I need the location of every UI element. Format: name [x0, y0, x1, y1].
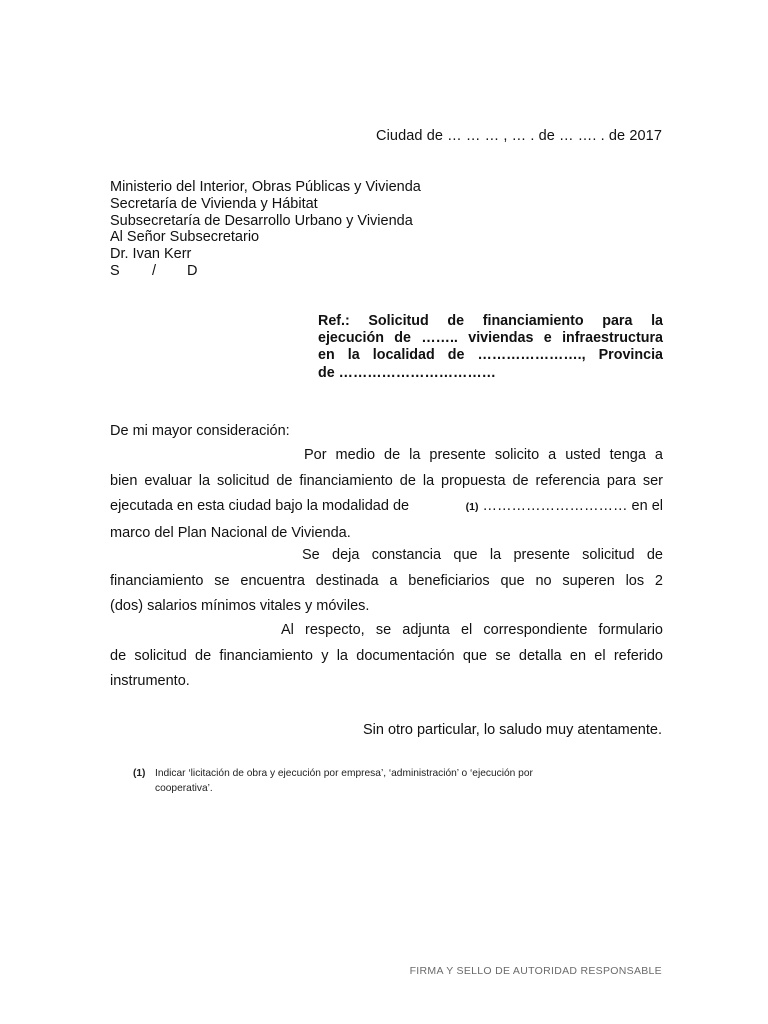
p1-line-4: marco del Plan Nacional de Vivienda. [110, 525, 351, 542]
p2-line-1: Se deja constancia que la presente solicitud de [302, 547, 663, 563]
paragraph-2 [110, 543, 663, 620]
p3-line-2: de solicitud de financiamiento y la documentación que se detalla en el referido [110, 647, 663, 664]
p3-line-3: instrumento. [110, 673, 190, 690]
closing-line: Sin otro particular, lo saludo muy atentamente. [362, 722, 662, 738]
p1-line-3 [110, 494, 663, 521]
p2-line-3: (dos) salarios mínimos vitales y móviles. [110, 598, 370, 615]
reference-block [318, 313, 663, 382]
p1-line-3-blank: ………………………… en el [482, 498, 663, 515]
ref-line-3: en la localidad de …………………., Provincia [318, 347, 663, 364]
ref-line-1: Ref.: Solicitud de financiamiento para la [318, 313, 663, 329]
paragraph-1 [110, 443, 663, 547]
recipient-ministry: Ministerio del Interior, Obras Públicas y Vivienda [110, 179, 421, 195]
footnote-number: (1) [133, 768, 146, 779]
p1-line-1: Por medio de la presente solicito a usted tenga a [304, 447, 663, 463]
p1-line-3-text: ejecutada en esta ciudad bajo la modalidad de [110, 498, 410, 515]
signature-label: FIRMA Y SELLO DE AUTORIDAD RESPONSABLE [409, 965, 662, 977]
sd-slash: / [152, 262, 157, 279]
recipient-name: Dr. Ivan Kerr [110, 246, 192, 263]
p2-line-2: financiamiento se encuentra destinada a beneficiarios que no superen los 2 [110, 572, 663, 589]
recipient-subsecretariat: Subsecretaría de Desarrollo Urbano y Vivienda [110, 212, 413, 229]
recipient-block [110, 179, 421, 280]
date-line: Ciudad de … … … , … . de … …. . de 2017 [376, 128, 662, 144]
p1-line-2: bien evaluar la solicitud de financiamiento de la propuesta de referencia para ser [110, 472, 663, 489]
sd-d: D [187, 262, 198, 279]
recipient-secretariat: Secretaría de Vivienda y Hábitat [110, 195, 318, 212]
ref-line-4: de …………………………… [318, 364, 496, 381]
paragraph-3 [110, 618, 663, 695]
footnote-line-2: cooperativa’. [155, 782, 213, 794]
footnote-line-1: Indicar ‘licitación de obra y ejecución por empresa’, ‘administración’ o ‘ejecución por [155, 768, 533, 779]
footnote-ref-mark: (1) [465, 501, 479, 514]
sd-s: S [110, 262, 120, 279]
greeting: De mi mayor consideración: [110, 423, 290, 439]
p3-line-1: Al respecto, se adjunta el correspondiente formulario [281, 622, 663, 638]
ref-line-2: ejecución de …….. viviendas e infraestructura [318, 330, 663, 347]
recipient-addressee: Al Señor Subsecretario [110, 229, 260, 246]
footnote [133, 767, 533, 796]
sd-line [110, 263, 421, 280]
p1-line-3-tail [466, 494, 663, 521]
